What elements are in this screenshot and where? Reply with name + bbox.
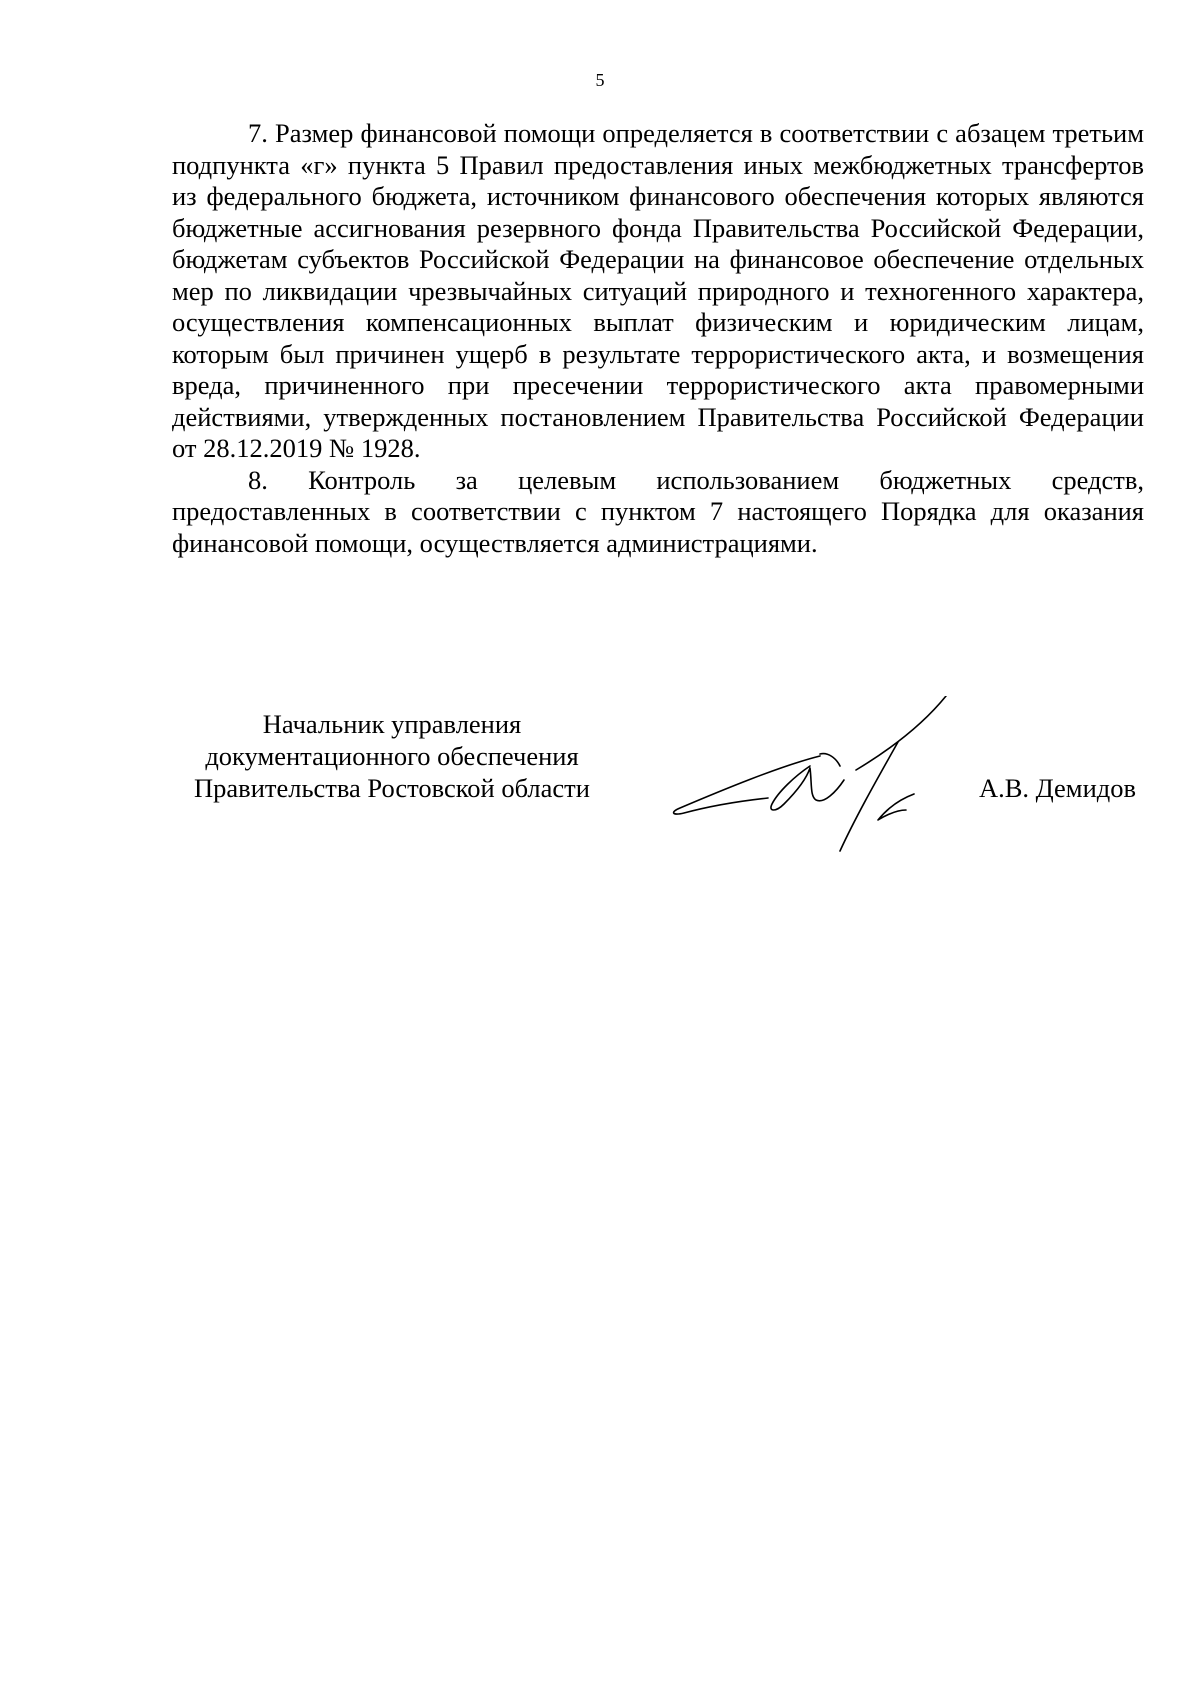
signer-position-line: документационного обеспечения: [205, 741, 579, 771]
signer-position-line: Начальник управления: [262, 709, 522, 739]
paragraph-8: 8. Контроль за целевым использованием бюджетных средств, предоставленных в соответствии с пунктом 7 настоящего Порядка для оказания финансовой помощи, осуществляется администрациями.: [172, 464, 1144, 558]
handwritten-signature: [660, 696, 960, 866]
signer-position-line: Правительства Ростовской области: [194, 773, 590, 803]
signature-block: [172, 708, 1144, 868]
paragraph-7: 7. Размер финансовой помощи определяется в соответствии с абзацем третьим подпункта «г» пункта 5 Правил предоставления иных межбюджетных трансфертов из федерального бюджета, источником финансового обеспечения которых являются бюджетные ассигнования резервного фонда Правительства Российской Федерации, бюджетам субъектов Российской Федерации на финансовое обеспечение отдельных мер по ликвидации чрезвычайных ситуаций природного и техногенного характера, осуществления компенсационных выплат физическим и юридическим лицам, которым был причинен ущерб в результате террористического акта, и возмещения вреда, причиненного при пресечении террористического акта правомерными действиями, утвержденных постановлением Правительства Российской Федерации от 28.12.2019 № 1928.: [172, 118, 1144, 463]
document-body: [172, 118, 1144, 559]
signer-name: А.В. Демидов: [978, 773, 1136, 803]
signer-position: [172, 708, 612, 804]
page-number: 5: [595, 70, 605, 90]
